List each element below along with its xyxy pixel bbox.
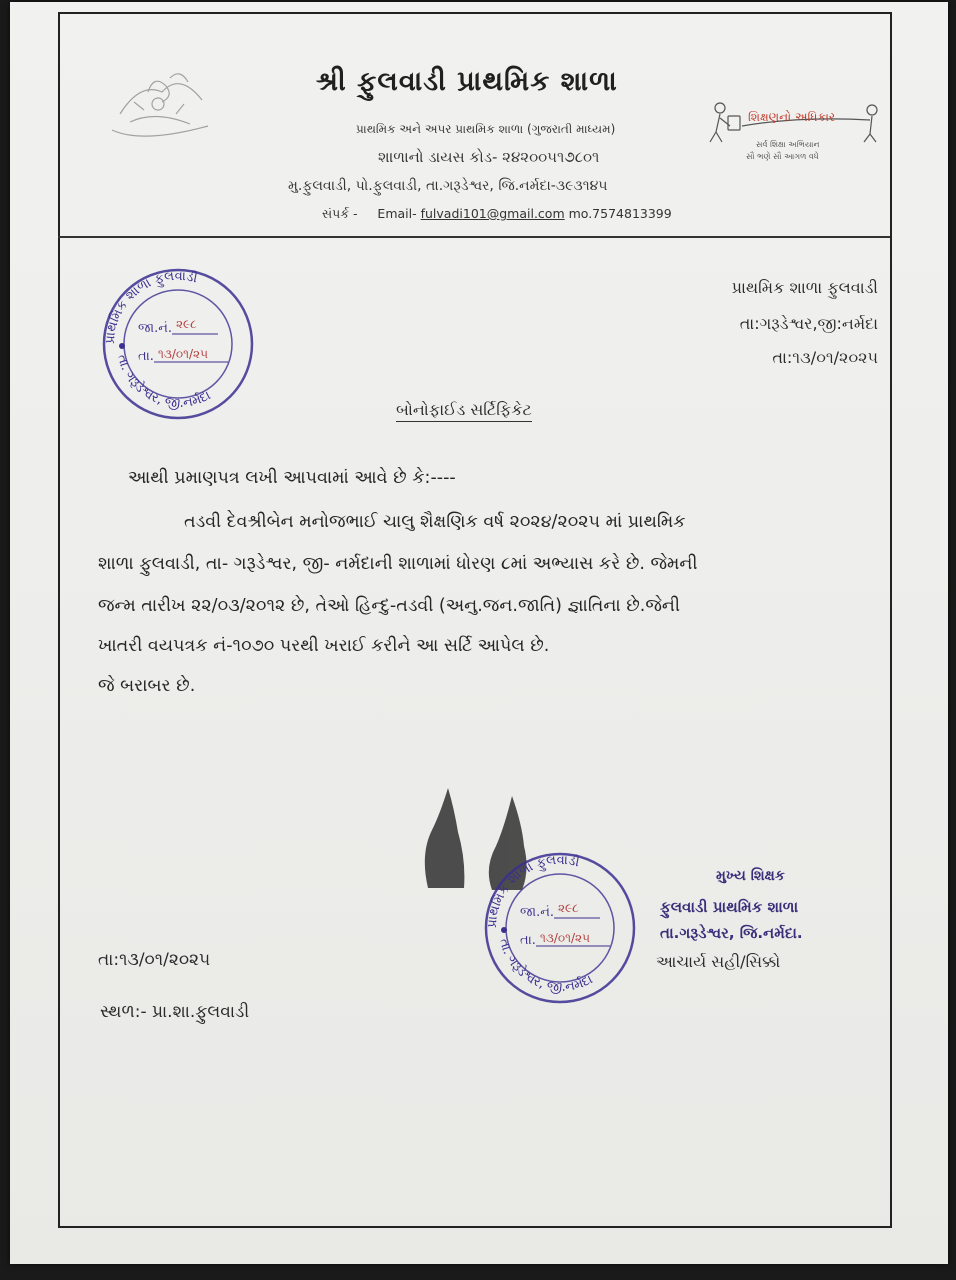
stamp-ring-text: પ્રાથમિક શાળા ફુલવાડી — [102, 268, 199, 345]
school-title: શ્રી ફુલવાડી પ્રાથમિક શાળા — [316, 66, 618, 97]
school-stamp-top — [94, 262, 264, 422]
school-address: મુ.ફુલવાડી, પો.ફુલવાડી, તા.ગરૂડેશ્વર, જિ.નર્મદા-૩૯૩૧૪૫ — [288, 178, 608, 194]
stamp-number-value: ૨૯૮ — [176, 317, 197, 331]
email-label: Email- — [377, 206, 417, 221]
contact-label: સંપર્ક - — [322, 206, 358, 221]
recipient-school: પ્રાથમિક શાળા ફુલવાડી — [731, 278, 878, 297]
school-subtitle: પ્રાથમિક અને અપર પ્રાથમિક શાળા (ગુજરાતી માધ્યમ) — [356, 122, 616, 136]
stamp-date-value-bottom: ૧૩/૦૧/૨૫ — [540, 931, 590, 945]
body-line-4: જન્મ તારીખ ૨૨/૦૩/૨૦૧૨ છે, તેઓ હિન્દુ-તડવી (અનુ.જન.જાતિ) જ્ઞાતિના છે.જેની — [98, 596, 680, 616]
letter-date: તા:૧૩/૦૧/૨૦૨૫ — [772, 348, 878, 367]
stamp-ring-bottom-bottom: તા. ગરૂડેશ્વર, જી.નર્મદા — [495, 937, 596, 996]
mobile-number: mo.7574813399 — [568, 206, 672, 221]
stamp-date-label: તા. — [138, 349, 154, 364]
rte-slogan-1: સર્વ શિક્ષા અભિયાન — [756, 140, 820, 149]
stamp-number-value-bottom: ૨૯૮ — [558, 901, 579, 915]
body-line-1: આથી પ્રમાણપત્ર લખી આપવામાં આવે છે કે:---- — [128, 468, 456, 488]
rte-caption: શિક્ષણનો અધિકાર — [748, 110, 836, 124]
body-line-5: ખાતરી વયપત્રક નં-૧૦૭૦ પરથી ખરાઈ કરીને આ સર્ટિ આપેલ છે. — [98, 636, 550, 656]
body-line-6: જે બરાબર છે. — [98, 676, 196, 696]
contact-line — [322, 206, 672, 222]
certificate-title: બોનોફાઈડ સર્ટિફિકેટ — [396, 400, 532, 422]
stamp-date-value: ૧૩/૦૧/૨૫ — [158, 347, 208, 361]
footer-place: સ્થળ:- પ્રા.શા.ફુલવાડી — [100, 1002, 250, 1022]
principal-signature-label: આચાર્ય સહી/સિક્કો — [656, 952, 781, 971]
stamp-number-label: જા.નં. — [138, 321, 173, 336]
rte-slogan-2: સૌ ભણે સૌ આગળ વધે — [746, 152, 819, 161]
signature-school: ફુલવાડી પ્રાથમિક શાળા — [660, 898, 799, 916]
school-emblem-icon — [100, 52, 220, 152]
recipient-taluka: તા:ગરૂડેશ્વર,જી:નર્મદા — [739, 314, 878, 333]
stamp-ring-text-bottom: પ્રાથમિક શાળા ફુલવાડી — [484, 852, 581, 929]
body-line-3: શાળા ફુલવાડી, તા- ગરૂડેશ્વર, જી- નર્મદાની શાળામાં ધોરણ ૮માં અભ્યાસ કરે છે. જેમની — [98, 554, 698, 574]
stamp-date-label-bottom: તા. — [520, 933, 536, 948]
head-teacher-label: મુખ્ય શિક્ષક — [716, 868, 785, 884]
dise-code: શાળાનો ડાયસ કોડ- ૨૪૨૦૦૫૧૭૮૦૧ — [378, 148, 600, 166]
stamp-ring-bottom: તા. ગરૂડેશ્વર, જી.નર્મદા — [113, 353, 214, 412]
body-line-2: તડવી દેવશ્રીબેન મનોજભાઈ ચાલુ શૈક્ષણિક વર્ષ ૨૦૨૪/૨૦૨૫ માં પ્રાથમિક — [184, 512, 686, 532]
page-border — [58, 12, 892, 1228]
rte-logo — [700, 96, 884, 170]
signature-taluka: તા.ગરૂડેશ્વર, જિ.નર્મદા. — [660, 924, 803, 942]
letterhead-divider — [58, 236, 890, 238]
stamp-number-label-bottom: જા.નં. — [520, 905, 555, 920]
school-stamp-bottom — [476, 846, 646, 1006]
footer-date: તા:૧૩/૦૧/૨૦૨૫ — [98, 950, 211, 970]
email-link[interactable]: fulvadi101@gmail.com — [420, 206, 565, 221]
